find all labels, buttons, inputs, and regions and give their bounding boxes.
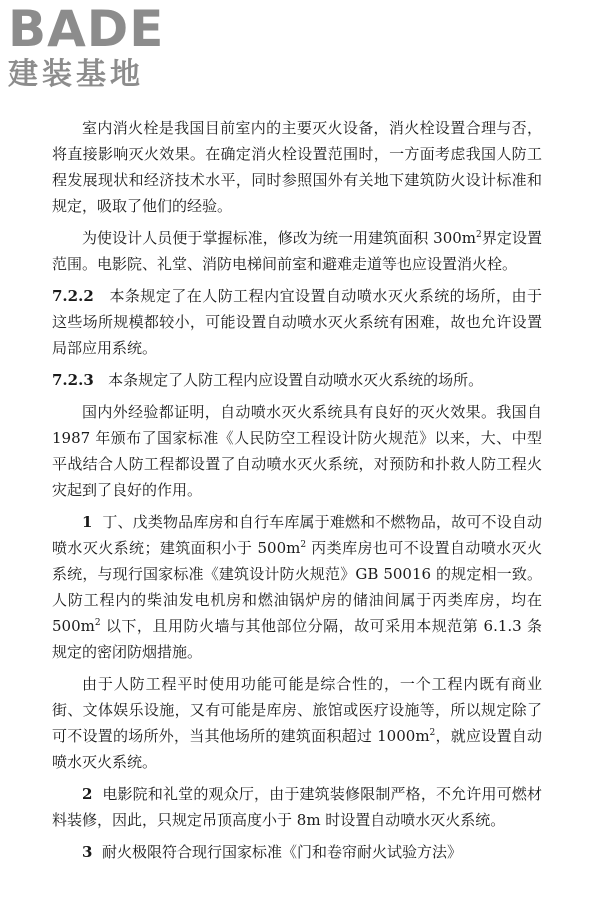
item-text: 耐火极限符合现行国家标准《门和卷帘耐火试验方法》 [101,843,462,861]
clause-7-2-3 [52,367,542,393]
list-item-1 [52,509,542,665]
paragraph-area-rule [52,225,542,277]
superscript: 2 [476,230,482,240]
text-segment: ，就应设置自动喷水灭火系统。 [52,727,542,771]
logo [8,0,165,92]
text-segment: 为使设计人员便于掌握标准，修改为统一用建筑面积 300m [82,229,477,247]
logo-subtitle: 建装基地 [8,57,144,92]
text-segment: 以下，且用防火墙与其他部位分隔，故可采用本规范第 6.1.3 条规定的密闭防烟措施。 [52,617,542,661]
text-segment: 由于人防工程平时使用功能可能是综合性的，一个工程内既有商业街、文体娱乐设施，又有可能是库房、旅馆或医疗设施等，所以规定除了可不设置的场所外，当其他场所的建筑面积超过 1000m [52,675,542,745]
paragraph-mixed-use [52,671,542,775]
logo-brand: BADE [8,0,165,58]
text-segment: 丙类库房也可不设置自动喷水灭火系统，与现行国家标准《建筑设计防火规范》GB 50016 的规定相一致。人防工程内的柴油发电机房和燃油锅炉房的储油间属于丙类库房，均在 500m [52,539,542,635]
list-item-3 [52,839,542,865]
text-segment: 界定设置范围。电影院、礼堂、消防电梯间前室和避难走道等也应设置消火栓。 [52,229,542,273]
list-item-2 [52,781,542,833]
item-number: 3 [82,843,93,861]
superscript: 2 [429,728,436,738]
clause-number: 7.2.2 [52,287,94,305]
paragraph-experience: 国内外经验都证明，自动喷水灭火系统具有良好的灭火效果。我国自 1987 年颁布了国家标准《人民防空工程设计防火规范》以来，大、中型平战结合人防工程都设置了自动喷水灭火系统，对预防和扑救人防工程火灾起到了良好的作用。 [52,403,542,499]
item-number: 2 [82,785,93,803]
text-segment: 丁、戊类物品库房和自行车库属于难燃和不燃物品，故可不设自动喷水灭火系统；建筑面积小于 500m [52,513,542,557]
document-body [52,115,542,871]
paragraph-hydrant: 室内消火栓是我国目前室内的主要灭火设备，消火栓设置合理与否，将直接影响灭火效果。在确定消火栓设置范围时，一方面考虑我国人防工程发展现状和经济技术水平，同时参照国外有关地下建筑防火设计标准和规定，吸取了他们的经验。 [52,119,542,215]
superscript: 2 [94,618,101,628]
clause-7-2-2 [52,283,542,361]
superscript: 2 [300,540,307,550]
clause-number: 7.2.3 [52,371,94,389]
clause-text: 本条规定了在人防工程内宜设置自动喷水灭火系统的场所，由于这些场所规模都较小，可能设置自动喷水灭火系统有困难，故也允许设置局部应用系统。 [52,287,542,357]
item-number: 1 [82,513,93,531]
clause-text: 本条规定了人防工程内应设置自动喷水灭火系统的场所。 [108,371,484,389]
item-text: 电影院和礼堂的观众厅，由于建筑装修限制严格，不允许用可燃材料装修，因此，只规定吊顶高度小于 8m 时设置自动喷水灭火系统。 [52,785,542,829]
